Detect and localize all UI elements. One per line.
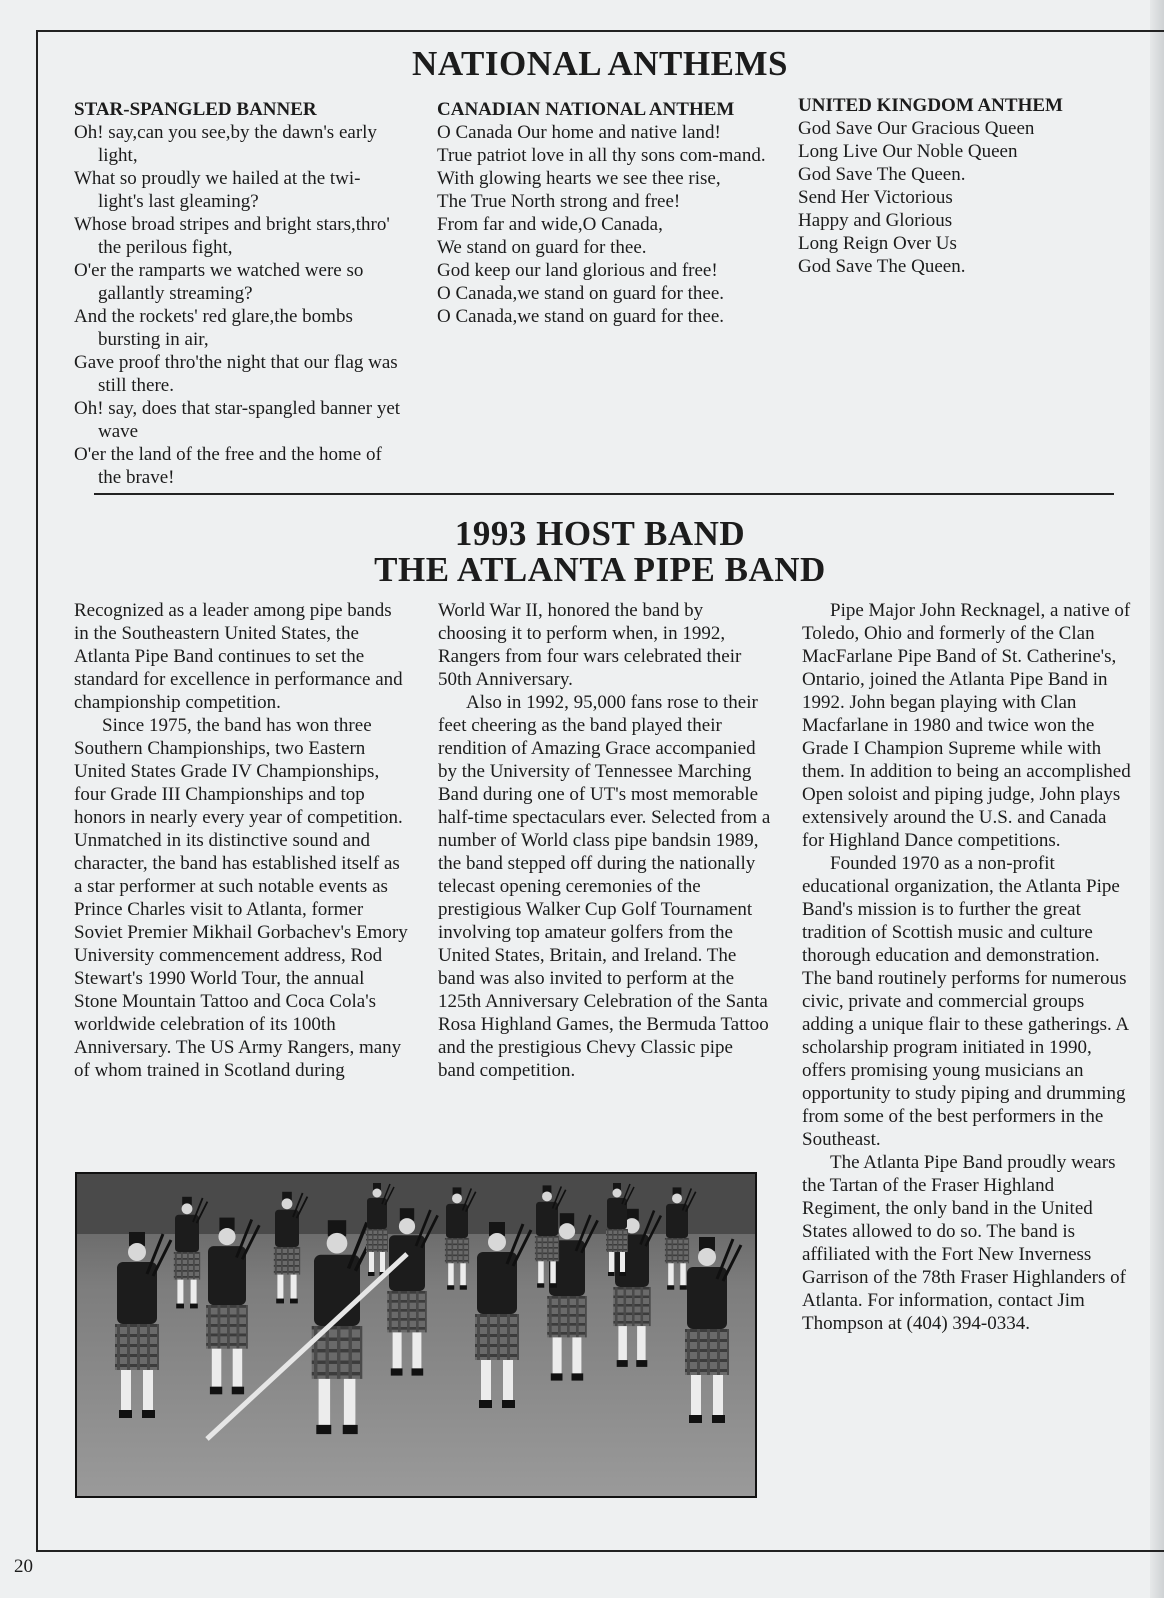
verse-line: Long Reign Over Us [798,233,957,254]
host-band-title-line1: 1993 HOST BAND [454,514,746,553]
paragraph: Also in 1992, 95,000 fans rose to their feet cheering as the band played their rendition of Amazing Grace accompanied by the University of Tennessee Marching Band during one of UT's most memorable half-time spectaculars ever. Selected from a number of World class pipe bandsin 1989, the band stepped off during the nationally telecast opening ceremonies of the prestigious Walker Cup Golf Tournament involving top amateur golfers from the United States, Britain, and Ireland. The band was also invited to perform at the 125th Anniversary Celebration of the Santa Rosa Highland Games, the Bermuda Tattoo and the prestigious Chevy Classic pipe band competition. [438,692,771,1081]
star-spangled-banner-column [74,98,404,489]
paragraph: Recognized as a leader among pipe bands in the Southeastern United States, the Atlanta Pipe Band continues to set the standard for excellence in performance and championship competition. [74,600,403,713]
verse-line: Happy and Glorious [798,210,953,231]
page-number: 20 [14,1556,33,1577]
pipe-band-photo [75,1172,757,1498]
host-band-column-1 [74,599,409,1082]
host-band-column-3 [802,599,1132,1335]
verse-line: Send Her Victorious [798,187,953,208]
verse-line: God Save Our Gracious Queen [798,118,1035,139]
canadian-anthem-heading: CANADIAN NATIONAL ANTHEM [437,99,735,120]
section-divider [94,493,1114,495]
verse-line: O Canada Our home and native land! [437,122,721,143]
verse-line: We stand on guard for thee. [437,237,647,258]
verse-line: Gave proof thro'the night that our flag was still there. [74,352,398,396]
verse-line: God keep our land glorious and free! [437,260,718,281]
verse-line: Oh! say, does that star-spangled banner yet wave [74,398,401,442]
anthems-title: NATIONAL ANTHEMS [412,44,788,83]
uk-anthem-heading: UNITED KINGDOM ANTHEM [798,95,1063,116]
verse-line: O Canada,we stand on guard for thee. [437,306,725,327]
star-spangled-banner-heading: STAR-SPANGLED BANNER [74,99,317,120]
host-band-title [36,516,1164,588]
paragraph: Since 1975, the band has won three Southern Championships, two Eastern United States Grade IV Championships, four Grade III Championships and top honors in nearly every year of competition. Unmatched in its distinctive sound and character, the band has established itself as a star performer at such notable events as Prince Charles visit to Atlanta, former Soviet Premier Mikhail Gorbachev's Emory University commencement address, Rod Stewart's 1990 World Tour, the annual Stone Mountain Tattoo and Coca Cola's worldwide celebration of its 100th Anniversary. The US Army Rangers, many of whom trained in Scotland during [74,715,408,1081]
uk-anthem-column [798,94,1138,278]
paragraph: World War II, honored the band by choosing it to perform when, in 1992, Rangers from four wars celebrated their 50th Anniversary. [438,600,742,690]
host-band-column-2 [438,599,773,1082]
verse-line: And the rockets' red glare,the bombs bursting in air, [74,306,353,350]
host-band-title-line2: THE ATLANTA PIPE BAND [374,550,826,589]
verse-line: God Save The Queen. [798,256,966,277]
verse-line: With glowing hearts we see thee rise, [437,168,721,189]
verse-line: What so proudly we hailed at the twi-light's last gleaming? [74,168,361,212]
verse-line: O'er the ramparts we watched were so gallantly streaming? [74,260,364,304]
verse-line: The True North strong and free! [437,191,681,212]
verse-line: Long Live Our Noble Queen [798,141,1018,162]
verse-line: O Canada,we stand on guard for thee. [437,283,725,304]
paragraph: Founded 1970 as a non-profit educational organization, the Atlanta Pipe Band's mission is to further the great tradition of Scottish music and culture thorough education and demonstration. The band routinely performs for numerous civic, private and commercial groups adding a unique flair to these gatherings. A scholarship program initiated in 1990, offers promising young musicians an opportunity to study piping and drumming from some of the best performers in the Southeast. [802,853,1129,1150]
canadian-anthem-column [437,98,772,328]
verse-line: Whose broad stripes and bright stars,thro' the perilous fight, [74,214,390,258]
paragraph: The Atlanta Pipe Band proudly wears the Tartan of the Fraser Highland Regiment, the only band in the United States allowed to do so. The band is affiliated with the Fort New Inverness Garrison of the 78th Fraser Highlanders of Atlanta. For information, contact Jim Thompson at (404) 394-0334. [802,1152,1126,1334]
verse-line: God Save The Queen. [798,164,966,185]
verse-line: True patriot love in all thy sons com-mand. [437,145,766,166]
paragraph: Pipe Major John Recknagel, a native of Toledo, Ohio and formerly of the Clan MacFarlane Pipe Band of St. Catherine's, Ontario, joined the Atlanta Pipe Band in 1992. John began playing with Clan Macfarlane in 1980 and twice won the Grade I Champion Supreme while with them. In addition to being an accomplished Open soloist and piping judge, John plays extensively around the U.S. and Canada for Highland Dance competitions. [802,600,1131,851]
verse-line: Oh! say,can you see,by the dawn's early light, [74,122,377,166]
verse-line: O'er the land of the free and the home of the brave! [74,444,382,488]
verse-line: From far and wide,O Canada, [437,214,663,235]
